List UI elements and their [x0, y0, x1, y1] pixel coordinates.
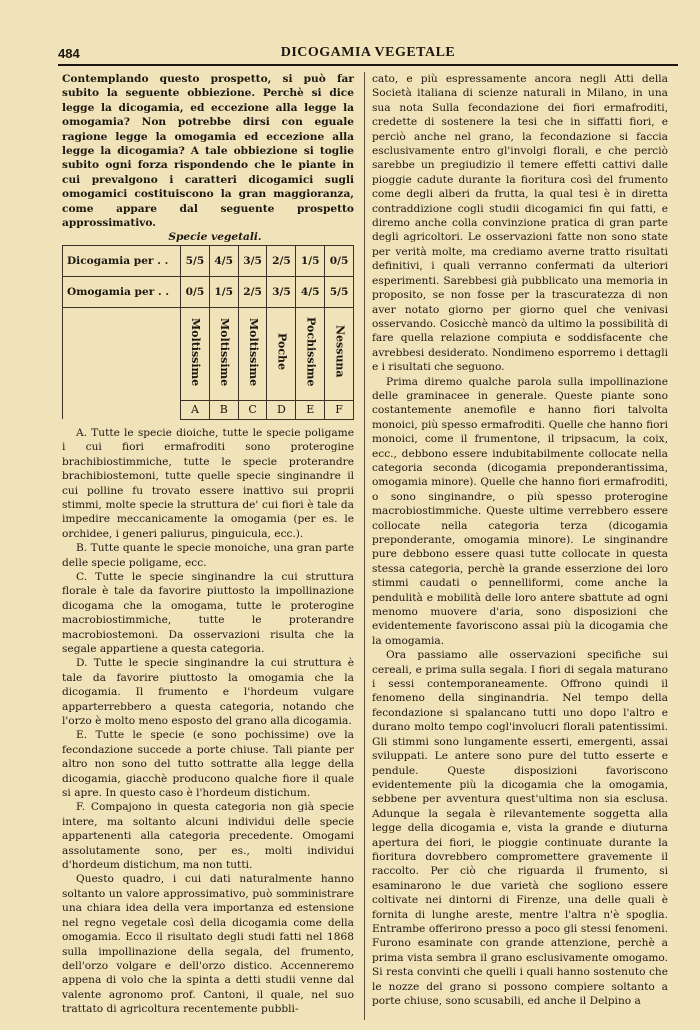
table-cell: 1/5: [296, 245, 325, 276]
table-cell: 4/5: [296, 276, 325, 307]
table-cell: 4/5: [209, 245, 238, 276]
table-cell: 5/5: [325, 276, 354, 307]
category-letter: E: [296, 400, 325, 419]
paragraph-cereali: Ora passiamo alle osservazioni specifiche sui cereali, e prima sulla segala. I fiori di segala maturano i sessi contemporaneamente. Offrono quindi il fenomeno della singinandria. Nel tempo della fecondazione si spalancano tutti uno dopo l'altro e durano molto tempo cogl'involucri florali patentissimi. Gli stimmi sono lungamente esserti, emergenti, assai sviluppati. Le antere sono pure del tutto esserte e pendule. Queste disposizioni favoriscono evidentemente più la dicogamia che la omogamia, sebbene per avventura quest'ultima non sia esclusa. Adunque la segala è rilevantemente soggetta alla legge della dicogamia e, vista la grande e diuturna apertura dei fiori, le pioggie continuate durante la fioritura dovrebbero compromettere gravemente il raccolto. Per ciò che riguarda il frumento, si esaminarono le due varietà che sogliono essere coltivate nei dintorni di Firenze, una delle quali è fornita di lunghe areste, mentre l'altra n'è spoglia. Entrambe offerirono presso a poco gli stessi fenomeni. Furono esaminate con grande attenzione, perchè a prima vista sembra il grano esclusivamente omogamo. Si resta convinti che quelli i quali hanno sostenuto che le nozze del grano si possono compiere soltanto a porte chiuse, sono scusabili, ed anche il Delpino a: [372, 649, 668, 1007]
table-cell: 1/5: [209, 276, 238, 307]
table-row: [63, 307, 354, 400]
table-row: [63, 276, 354, 307]
left-column: [62, 72, 354, 1017]
paragraph-d: D. Tutte le specie singinandre la cui struttura è tale da favorire piuttosto la omogamia che la dicogamia. Il frumento e l'hordeum vulgare apparterrebbero a questa categoria, notando che l'orzo è molto meno esposto del grano alla dicogamia.: [62, 657, 354, 727]
table-cell: [209, 307, 238, 400]
intro-paragraph: Contemplando questo prospetto, si può far subito la seguente obbiezione. Perchè si dice legge la dicogamia, ed eccezione alla legge la omogamia? Non potrebbe dirsi con eguale ragione legge la omogamia ed eccezione alla legge la dicogamia? A tale obbiezione si toglie subito ogni forza rispondendo che le piante in cui prevalgono i caratteri dicogamici sugli omogamici costituiscono la gran maggioranza, come appare dal seguente prospetto approssimativo.: [62, 73, 354, 230]
table-cell: 3/5: [267, 276, 296, 307]
category-label: Nessuna: [333, 325, 347, 378]
category-letter: D: [267, 400, 296, 419]
category-label: Moltissime: [189, 317, 203, 386]
paragraph-e: E. Tutte le specie (e sono pochissime) ove la fecondazione succede a porte chiuse. Tali piante per altro non sono del tutto sottratte alla legge della dicogamia, giacchè producono qualche fiore il quale si apre. In questo caso è l'hordeum distichum.: [62, 729, 354, 800]
paragraph-a: A. Tutte le specie dioiche, tutte le specie poligame i cui fiori ermafroditi sono proterogine brachibiostimmiche, tutte le specie proterandre brachibiostemoni, tutte quelle specie singinandre il cui polline fu trovato essere inattivo sui proprii stimmi, molte specie la struttura de' cui fiori è tale da impedire meccanicamente la omogamia (per es. le orchidee, i generi paliurus, pinguicula, ecc.).: [62, 426, 354, 540]
table-cell: 3/5: [238, 245, 267, 276]
category-letter: C: [238, 400, 267, 419]
category-label: Pochissime: [304, 316, 318, 387]
right-column: [372, 72, 668, 1008]
category-letter: A: [181, 400, 210, 419]
table-cell: [238, 307, 267, 400]
table-empty-cell: [63, 307, 181, 419]
paragraph-c: C. Tutte le specie singinandre la cui struttura florale è tale da favorire piuttosto la impollinazione dicogama che la omogama, tutte le proterogine macrobiostimmiche, tutte le proterandre macrobiostemoni. Da osservazioni risulta che la segale appartiene a questa categoria.: [62, 570, 354, 655]
category-label: Poche: [275, 333, 289, 371]
paragraph-b: B. Tutte quante le specie monoiche, una gran parte delle specie poligame, ecc.: [62, 542, 354, 569]
paragraph-summary: Questo quadro, i cui dati naturalmente hanno soltanto un valore approssimativo, può somministrare una chiara idea della vera importanza ed estensione nel regno vegetale così della dicogamia come della omogamia. Ecco il risultato degli studi fatti nel 1868 sulla impollinazione della segala, del frumento, dell'orzo volgare e dell'orzo distico. Accenneremo appena di volo che la spinta a detti studii venne dal valente agronomo prof. Cantoni, il quale, nel suo trattato di agricoltura recentemente pubbli-: [62, 873, 354, 1016]
row-label-omogamia: Omogamia per . .: [63, 276, 181, 307]
table-row: [63, 245, 354, 276]
category-letter: F: [325, 400, 354, 419]
column-divider: [364, 72, 365, 1020]
species-table: [62, 245, 354, 420]
row-label-dicogamia: Dicogamia per . .: [63, 245, 181, 276]
table-caption: Specie vegetali.: [168, 231, 262, 244]
table-cell: [267, 307, 296, 400]
paragraph-f: F. Compajono in questa categoria non già specie intere, ma soltanto alcuni individui delle specie appartenenti alla categoria precedente. Omogami assolutamente sono, per es., molti individui d'hordeum distichum, ma non tutti.: [62, 801, 354, 872]
paragraph-continuation: cato, e più espressamente ancora negli Atti della Società italiana di scienze naturali in Milano, in una sua nota Sulla fecondazione dei fiori ermafroditi, credette di sostenere la tesi che in siffatti fiori, e perciò anche nel grano, la fecondazione si faccia esclusivamente entro gl'involgi florali, e che perciò sarebbe un pregiudizio il temere effetti cattivi dalle pioggie cadute durante la fioritura così del frumento come degli alberi da frutta, la qual tesi è in diretta contraddizione cogli studii dicogamici fin qui fatti, e diremo anche colla convinzione pratica di gran parte degli agricoltori. Le osservazioni fatte non sono state per verità molte, ma crediamo averne tratto risultati definitivi, i quali verranno confermati da ulteriori esperimenti. Sarebbesi già pubblicato una memoria in proposito, se non fosse per la trascuratezza di non aver notato giorno per giorno quel che venivasi osservando. Cosicchè mancò da ultimo la possibilità di fare quella relazione compiuta e soddisfacente che avrebbesi desiderato. Nondimeno esporremo i dettagli e i risultati che seguono.: [372, 73, 668, 374]
table-cell: 0/5: [181, 276, 210, 307]
header-rule: [58, 64, 678, 66]
running-title: DICOGAMIA VEGETALE: [280, 45, 456, 60]
table-cell: 2/5: [267, 245, 296, 276]
table-cell: [296, 307, 325, 400]
table-cell: 2/5: [238, 276, 267, 307]
table-cell: 5/5: [181, 245, 210, 276]
category-label: Moltissime: [246, 317, 260, 386]
category-letter: B: [209, 400, 238, 419]
category-label: Moltissime: [217, 317, 231, 386]
table-cell: [181, 307, 210, 400]
table-cell: 0/5: [325, 245, 354, 276]
paragraph-graminacee: Prima diremo qualche parola sulla impollinazione delle graminacee in generale. Queste piante sono costantemente anemofile e hanno fiori talvolta monoici, più spesso ermafroditi. Quelle che hanno fiori monoici, come il frumentone, il tripsacum, la coix, ecc., debbono essere indubitabilmente collocate nella categoria seconda (dicogamia preponderantissima, omogamia minore). Quelle che hanno fiori ermafroditi, o sono singinandre, o più spesso proterogine macrobiostimmiche. Queste ultime verrebbero essere collocate nella categoria terza (dicogamia preponderante, omogamia minore). Le singinandre pure debbono essere quasi tutte collocate in questa stessa categoria, perchè la grande esserzione dei loro stimmi caudati o pennelliformi, come anche la pendulità e mobilità delle loro antere sbattute ad ogni menomo muovere d'aria, sono disposizioni che evidentemente favoriscono assai più la dicogamia che la omogamia.: [372, 375, 668, 647]
running-header: [58, 42, 678, 64]
table-cell: [325, 307, 354, 400]
page-number: 484: [58, 46, 80, 61]
